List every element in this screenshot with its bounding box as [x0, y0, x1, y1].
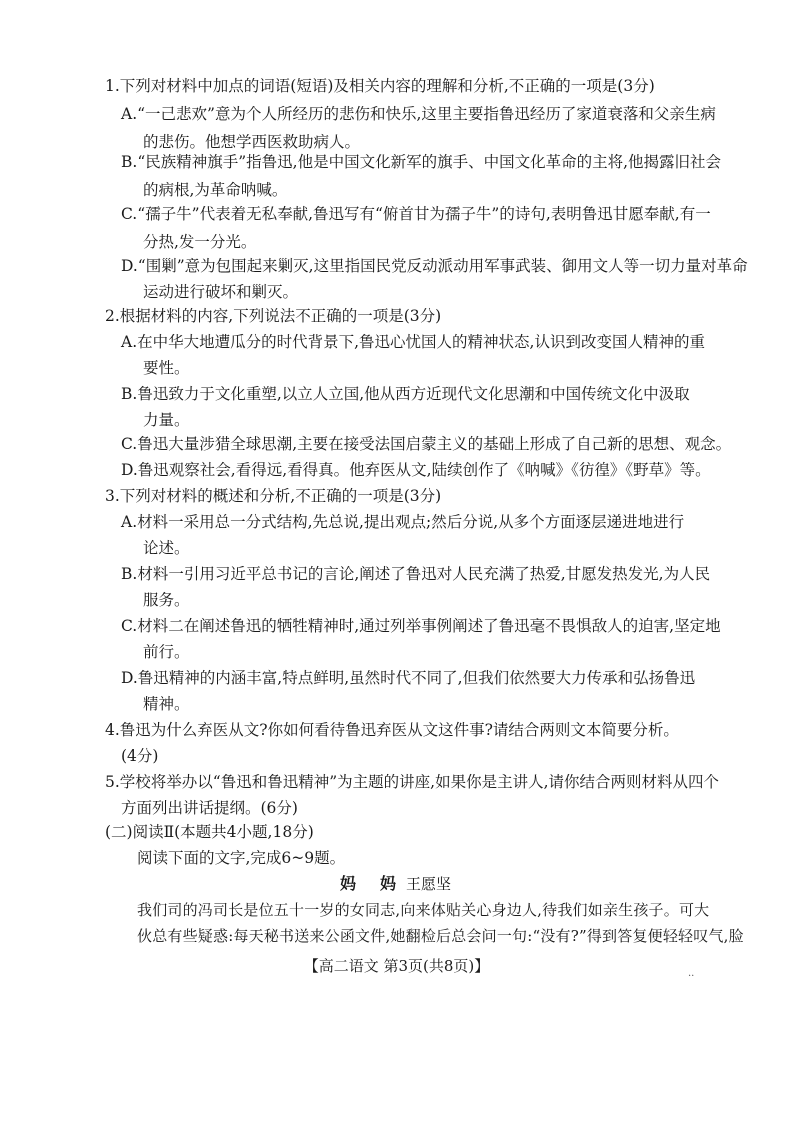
question-2-option-b-line-2: 力量。 — [143, 411, 190, 429]
question-1-option-c-line-1: C.“孺子牛”代表着无私奉献,鲁迅写有“俯首甘为孺子牛”的诗句,表明鲁迅甘愿奉献,有一 — [121, 205, 711, 223]
question-1-option-b-line-1: B.“民族精神旗手”指鲁迅,他是中国文化新军的旗手、中国文化革命的主将,他揭露旧社会 — [121, 153, 722, 171]
question-1-option-b-line-2: 的病根,为革命呐喊。 — [143, 181, 288, 199]
question-3-option-b-line-2: 服务。 — [143, 591, 190, 609]
question-2-option-c: C.鲁迅大量涉猎全球思潮,主要在接受法国启蒙主义的基础上形成了自己新的思想、观念。 — [121, 435, 732, 453]
section-heading: (二)阅读Ⅱ(本题共4小题,18分) — [105, 823, 314, 841]
passage-title-char-1: 妈 — [340, 874, 359, 893]
question-2-option-a-line-2: 要性。 — [143, 359, 190, 377]
passage-title-char-2: 妈 — [380, 874, 399, 893]
question-4-line-1: 4.鲁迅为什么弃医从文?你如何看待鲁迅弃医从文这件事?请结合两则文本简要分析。 — [105, 721, 679, 739]
question-3-option-a-line-2: 论述。 — [143, 539, 190, 557]
question-1-option-a-line-1: A.“一己悲欢”意为个人所经历的悲伤和快乐,这里主要指鲁迅经历了家道衰落和父亲生病 — [121, 105, 716, 123]
question-1-option-c-line-2: 分热,发一分光。 — [143, 233, 257, 251]
question-5-line-2: 方面列出讲话提纲。(6分) — [121, 799, 298, 817]
question-3-stem: 3.下列对材料的概述和分析,不正确的一项是(3分) — [105, 487, 442, 505]
question-3-option-b-line-1: B.材料一引用习近平总书记的言论,阐述了鲁迅对人民充满了热爱,甘愿发热发光,为人民 — [121, 565, 711, 583]
passage-title — [340, 870, 451, 898]
question-2-option-d: D.鲁迅观察社会,看得远,看得真。他弃医从文,陆续创作了《呐喊》《彷徨》《野草》等。 — [121, 461, 711, 479]
passage-line-1: 我们司的冯司长是位五十一岁的女同志,向来体贴关心身边人,待我们如亲生孩子。可大 — [137, 901, 710, 919]
question-3-option-c-line-2: 前行。 — [143, 643, 190, 661]
question-1-stem: 1.下列对材料中加点的词语(短语)及相关内容的理解和分析,不正确的一项是(3分) — [105, 77, 655, 95]
corner-mark: .. — [688, 968, 695, 979]
question-2-stem: 2.根据材料的内容,下列说法不正确的一项是(3分) — [105, 307, 442, 325]
passage-author: 王愿坚 — [406, 875, 452, 893]
question-1-option-d-line-2: 运动进行破坏和剿灭。 — [143, 283, 299, 301]
section-instruction: 阅读下面的文字,完成6~9题。 — [137, 849, 346, 867]
passage-line-2: 伙总有些疑惑:每天秘书送来公函文件,她翻检后总会问一句:“没有?”得到答复便轻轻叹气,脸 — [137, 927, 744, 945]
question-2-option-b-line-1: B.鲁迅致力于文化重塑,以立人立国,他从西方近现代文化思潮和中国传统文化中汲取 — [121, 385, 690, 403]
question-5-line-1: 5.学校将举办以“鲁迅和鲁迅精神”为主题的讲座,如果你是主讲人,请你结合两则材料从四个 — [105, 773, 719, 791]
question-1-option-a-line-2: 的悲伤。他想学西医救助病人。 — [143, 133, 361, 151]
question-3-option-c-line-1: C.材料二在阐述鲁迅的牺牲精神时,通过列举事例阐述了鲁迅毫不畏惧敌人的迫害,坚定地 — [121, 617, 721, 635]
question-1-option-d-line-1: D.“围剿”意为包围起来剿灭,这里指国民党反动派动用军事武装、御用文人等一切力量对革命 — [121, 257, 748, 275]
question-3-option-d-line-1: D.鲁迅精神的内涵丰富,特点鲜明,虽然时代不同了,但我们依然要大力传承和弘扬鲁迅 — [121, 669, 696, 687]
page-footer: 【高二语文 第3页(共8页)】 — [303, 957, 490, 975]
question-3-option-d-line-2: 精神。 — [143, 695, 190, 713]
question-2-option-a-line-1: A.在中华大地遭瓜分的时代背景下,鲁迅心忧国人的精神状态,认识到改变国人精神的重 — [121, 333, 705, 351]
question-4-line-2: (4分) — [121, 747, 159, 765]
question-3-option-a-line-1: A.材料一采用总一分式结构,先总说,提出观点;然后分说,从多个方面逐层递进地进行 — [121, 513, 685, 531]
